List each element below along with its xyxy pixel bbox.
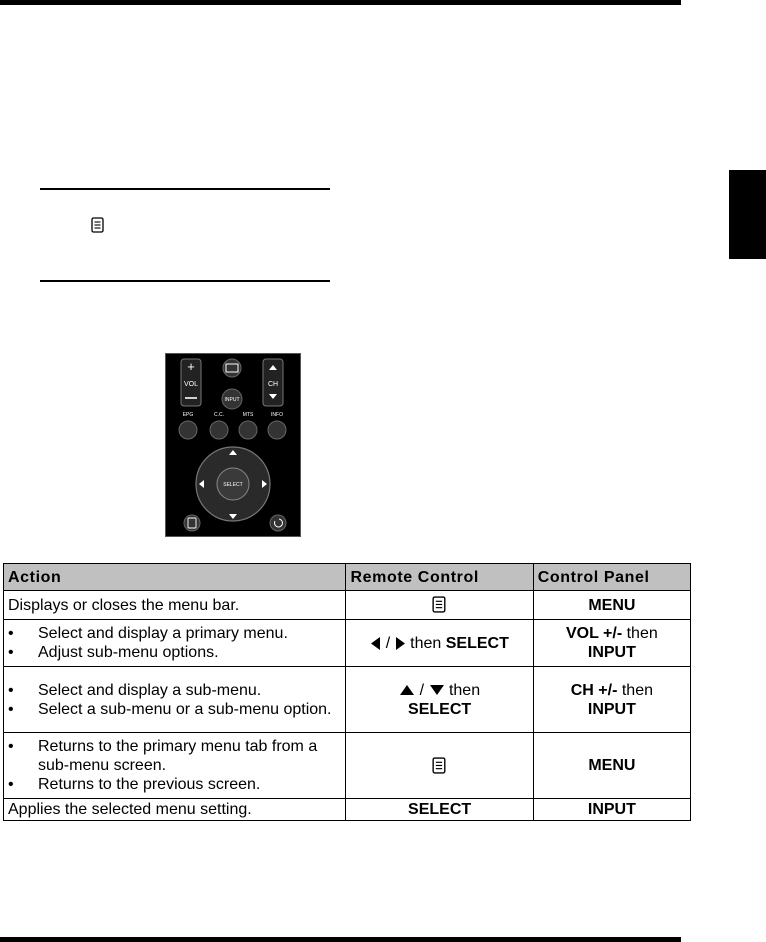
remote-cell bbox=[346, 667, 533, 733]
action-bullet: • Select and display a primary menu. bbox=[8, 624, 341, 643]
remote-cell: SELECT bbox=[346, 799, 533, 821]
table-row bbox=[4, 733, 691, 799]
ch-label: CH bbox=[267, 381, 279, 388]
action-cell bbox=[4, 620, 346, 667]
menu-icon bbox=[432, 757, 447, 775]
action-bullet: • Adjust sub-menu options. bbox=[8, 643, 341, 662]
table-row bbox=[4, 591, 691, 620]
input-label: INPUT bbox=[224, 397, 240, 403]
header-remote: Remote Control bbox=[346, 564, 533, 591]
header-panel: Control Panel bbox=[533, 564, 690, 591]
action-bullet: • Returns to the primary menu tab from a sub-menu screen. bbox=[8, 737, 341, 775]
note-rule-top bbox=[40, 188, 330, 190]
remote-cell bbox=[346, 591, 533, 620]
remote-cell bbox=[346, 733, 533, 799]
remote-control-image bbox=[165, 353, 301, 537]
table-row bbox=[4, 799, 691, 821]
arrow-left-icon bbox=[370, 636, 381, 651]
panel-key: VOL +/- bbox=[565, 625, 623, 642]
remote-separator: / bbox=[385, 634, 391, 652]
action-cell bbox=[4, 667, 346, 733]
remote-separator: / bbox=[419, 681, 425, 699]
vol-plus-label: + bbox=[187, 359, 195, 374]
table-row bbox=[4, 620, 691, 667]
action-cell: Applies the selected menu setting. bbox=[4, 799, 346, 821]
mts-label: MTS bbox=[242, 412, 254, 418]
info-label: INFO bbox=[271, 412, 283, 418]
header-action: Action bbox=[4, 564, 346, 591]
cc-label: C.C. bbox=[214, 412, 224, 418]
table-row bbox=[4, 667, 691, 733]
remote-select: SELECT bbox=[445, 634, 509, 652]
panel-key-2: INPUT bbox=[587, 644, 636, 661]
panel-key-2: INPUT bbox=[587, 700, 636, 718]
table-header-row bbox=[4, 564, 691, 591]
action-cell bbox=[4, 733, 346, 799]
arrow-right-icon bbox=[395, 636, 406, 651]
bottom-rule bbox=[0, 937, 681, 942]
side-tab bbox=[729, 170, 766, 259]
panel-cell bbox=[533, 667, 690, 733]
action-bullet: • Select and display a sub-menu. bbox=[8, 681, 341, 700]
arrow-up-icon bbox=[399, 684, 415, 696]
panel-cell: INPUT bbox=[533, 799, 690, 821]
epg-label: EPG bbox=[182, 412, 194, 418]
panel-cell: MENU bbox=[533, 591, 690, 620]
note-rule-bottom bbox=[40, 280, 330, 282]
select-label: SELECT bbox=[223, 482, 243, 488]
top-rule bbox=[0, 0, 681, 5]
menu-operation-table bbox=[3, 563, 691, 821]
action-bullet: • Returns to the previous screen. bbox=[8, 775, 341, 794]
panel-cell: MENU bbox=[533, 733, 690, 799]
remote-select: SELECT bbox=[408, 700, 472, 718]
remote-then: then bbox=[448, 681, 481, 699]
arrow-down-icon bbox=[429, 684, 445, 696]
remote-cell bbox=[346, 620, 533, 667]
panel-cell bbox=[533, 620, 690, 667]
menu-icon bbox=[91, 217, 105, 234]
action-bullet: • Select a sub-menu or a sub-menu option. bbox=[8, 700, 341, 719]
panel-key: CH +/- bbox=[570, 681, 618, 699]
panel-then: then bbox=[626, 625, 658, 642]
remote-then: then bbox=[410, 634, 442, 652]
panel-then: then bbox=[621, 681, 653, 699]
vol-label: VOL bbox=[183, 381, 199, 388]
menu-icon bbox=[432, 596, 447, 614]
action-cell: Displays or closes the menu bar. bbox=[4, 591, 346, 620]
